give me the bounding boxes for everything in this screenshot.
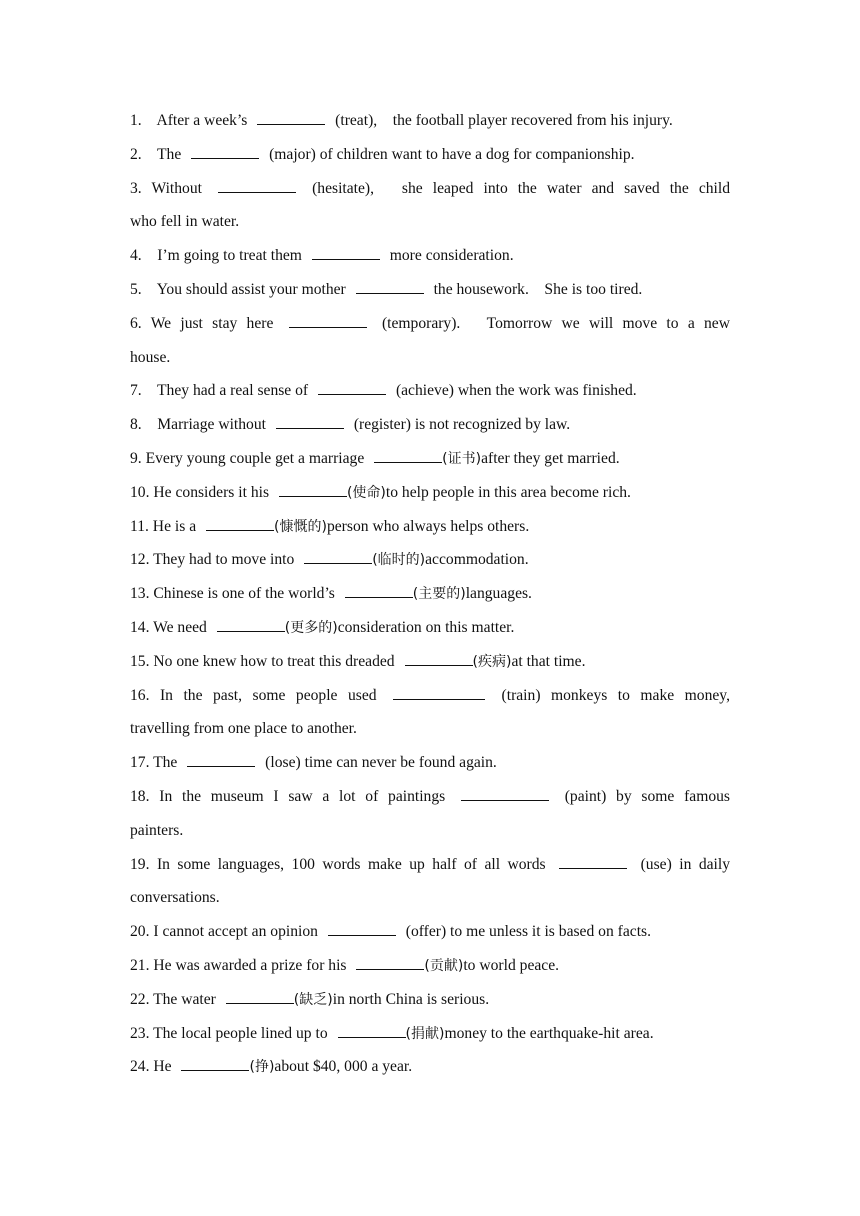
item-text: (hesitate), she leaped into the water and saved the child <box>312 179 731 197</box>
item-text: more consideration. <box>389 247 514 265</box>
item-3-continued <box>130 205 730 239</box>
item-text: 17. The <box>130 754 178 772</box>
item-text: 12. They had to move into <box>130 551 295 569</box>
item-text: money to the earthquake-hit area. <box>444 1024 654 1042</box>
answer-blank[interactable] <box>304 549 372 565</box>
answer-blank[interactable] <box>218 177 296 193</box>
item-3 <box>130 172 730 206</box>
item-text: 22. The water <box>130 990 216 1008</box>
item-text: conversations. <box>130 889 220 907</box>
answer-blank[interactable] <box>393 684 485 700</box>
item-text: 24. He <box>130 1058 172 1076</box>
answer-blank[interactable] <box>318 380 386 396</box>
item-text: 13. Chinese is one of the world’s <box>130 585 335 603</box>
item-number: 7. <box>130 382 142 400</box>
answer-blank[interactable] <box>206 515 274 531</box>
item-text: painters. <box>130 821 184 839</box>
item-text: languages. <box>465 585 532 603</box>
answer-blank[interactable] <box>276 413 344 429</box>
answer-blank[interactable] <box>226 988 294 1004</box>
chinese-hint: (证书) <box>442 450 482 467</box>
exercise-sheet <box>130 104 730 1084</box>
item-number: 1. <box>130 112 142 129</box>
item-2 <box>130 138 730 172</box>
item-text: the housework. She is too tired. <box>433 280 643 298</box>
item-text: person who always helps others. <box>326 517 530 535</box>
item-17 <box>130 746 730 780</box>
item-number: 4. <box>130 247 142 265</box>
item-4 <box>130 239 730 273</box>
item-text: (major) of children want to have a dog for companionship. <box>269 145 635 163</box>
chinese-hint: (疾病) <box>472 653 512 670</box>
item-text: We just stay here <box>150 314 274 332</box>
answer-blank[interactable] <box>279 481 347 497</box>
item-text: after they get married. <box>481 449 620 467</box>
item-text: (offer) to me unless it is based on facts. <box>405 923 652 941</box>
answer-blank[interactable] <box>181 1056 249 1072</box>
answer-blank[interactable] <box>356 954 424 970</box>
item-7 <box>130 374 730 408</box>
answer-blank[interactable] <box>374 447 442 463</box>
chinese-hint: (主要的) <box>412 586 466 603</box>
item-text: 21. He was awarded a prize for his <box>130 956 347 974</box>
item-text: (temporary). Tomorrow we will move to a new <box>381 314 730 332</box>
chinese-hint: (更多的) <box>284 619 338 636</box>
item-number: 8. <box>130 416 142 434</box>
item-text: to world peace. <box>463 956 560 974</box>
chinese-hint: (挣) <box>249 1059 275 1076</box>
answer-blank[interactable] <box>338 1022 406 1038</box>
item-text: You should assist your mother <box>156 280 346 298</box>
answer-blank[interactable] <box>217 616 285 632</box>
chinese-hint: (慷慨的) <box>274 518 327 535</box>
item-14 <box>130 611 730 645</box>
item-text: (lose) time can never be found again. <box>265 754 497 772</box>
item-text: 11. He is a <box>130 517 197 535</box>
item-19-continued <box>130 881 730 915</box>
answer-blank[interactable] <box>312 244 380 260</box>
item-6 <box>130 307 730 341</box>
answer-blank[interactable] <box>461 785 549 801</box>
item-10 <box>130 476 730 510</box>
item-18-continued <box>130 814 730 848</box>
item-text: (register) is not recognized by law. <box>353 416 571 434</box>
item-text: at that time. <box>511 652 586 670</box>
item-text: accommodation. <box>425 551 529 569</box>
item-23 <box>130 1017 730 1051</box>
item-text: house. <box>130 348 171 366</box>
item-16-continued <box>130 712 730 746</box>
item-22 <box>130 983 730 1017</box>
item-20 <box>130 915 730 949</box>
item-8 <box>130 408 730 442</box>
item-text: Without <box>151 179 202 197</box>
item-text: 14. We need <box>130 618 207 636</box>
item-number: 3. <box>130 179 142 197</box>
item-21 <box>130 949 730 983</box>
answer-blank[interactable] <box>187 751 255 767</box>
item-text: 23. The local people lined up to <box>130 1024 328 1042</box>
item-11 <box>130 510 730 544</box>
item-18 <box>130 780 730 814</box>
answer-blank[interactable] <box>289 312 367 328</box>
item-text: (treat), the football player recovered from his injury. <box>335 112 673 129</box>
item-number: 2. <box>130 145 142 163</box>
item-text: about $40, 000 a year. <box>274 1058 413 1076</box>
chinese-hint: (临时的) <box>372 552 426 569</box>
chinese-hint: (贡献) <box>424 957 464 974</box>
answer-blank[interactable] <box>345 582 413 598</box>
item-24 <box>130 1050 730 1084</box>
chinese-hint: (缺乏) <box>293 991 333 1008</box>
item-text: 15. No one knew how to treat this dreaded <box>130 652 395 670</box>
item-text: (train) monkeys to make money, <box>501 686 730 704</box>
item-text: 18. In the museum I saw a lot of paintings <box>130 787 446 805</box>
item-text: (achieve) when the work was finished. <box>395 382 637 400</box>
item-6-continued <box>130 341 730 375</box>
item-text: I’m going to treat them <box>157 247 302 265</box>
item-9 <box>130 442 730 476</box>
item-19 <box>130 848 730 882</box>
item-1 <box>130 104 730 138</box>
chinese-hint: (使命) <box>346 484 386 501</box>
item-5 <box>130 273 730 307</box>
item-text: who fell in water. <box>130 213 240 231</box>
item-text: consideration on this matter. <box>337 618 515 636</box>
item-12 <box>130 543 730 577</box>
item-text: 9. Every young couple get a marriage <box>130 449 365 467</box>
answer-blank[interactable] <box>356 278 424 294</box>
item-text: The <box>157 145 182 163</box>
item-text: They had a real sense of <box>157 382 309 400</box>
item-text: (use) in daily <box>640 855 731 873</box>
item-text: 16. In the past, some people used <box>130 686 377 704</box>
item-number: 6. <box>130 314 142 332</box>
answer-blank[interactable] <box>257 109 325 125</box>
item-text: 10. He considers it his <box>130 483 270 501</box>
answer-blank[interactable] <box>191 143 259 159</box>
item-number: 5. <box>130 280 142 298</box>
answer-blank[interactable] <box>559 853 627 869</box>
answer-blank[interactable] <box>405 650 473 666</box>
item-16 <box>130 679 730 713</box>
item-text: to help people in this area become rich. <box>385 483 631 501</box>
item-text: in north China is serious. <box>332 990 490 1008</box>
item-text: 19. In some languages, 100 words make up half of all words <box>130 855 546 873</box>
item-text: (paint) by some famous <box>564 787 730 805</box>
item-15 <box>130 645 730 679</box>
item-text: After a week’s <box>156 112 248 129</box>
item-text: Marriage without <box>157 416 266 434</box>
item-text: 20. I cannot accept an opinion <box>130 923 318 941</box>
answer-blank[interactable] <box>328 920 396 936</box>
item-13 <box>130 577 730 611</box>
chinese-hint: (捐献) <box>405 1025 445 1042</box>
item-text: travelling from one place to another. <box>130 720 357 738</box>
